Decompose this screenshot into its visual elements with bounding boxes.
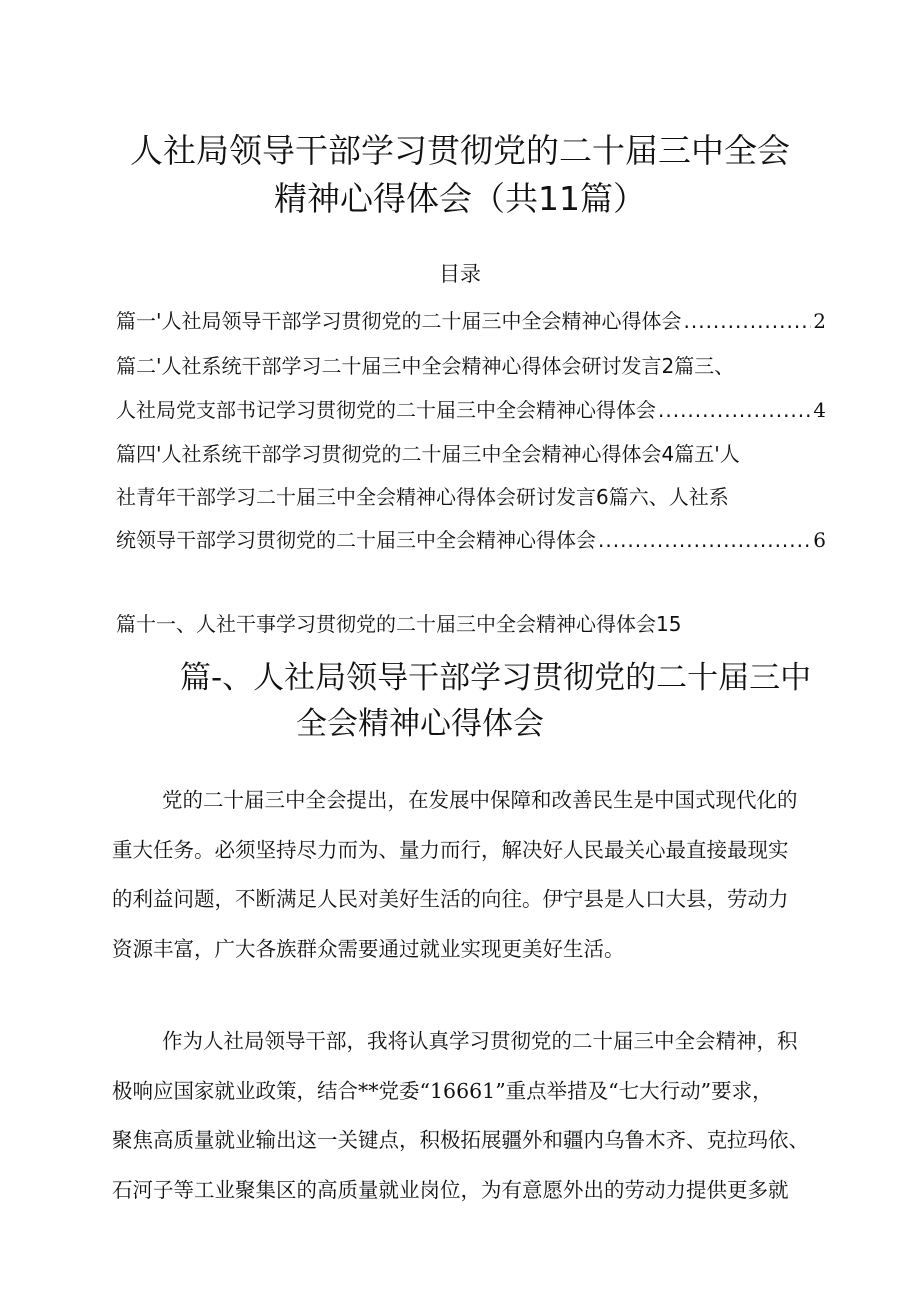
toc-leader-dots (658, 395, 811, 425)
toc-entry[interactable] (116, 609, 826, 639)
toc-entry[interactable] (116, 439, 826, 469)
paragraph-line: 极响应国家就业政策，结合**党委“16661”重点举措及“七大行动”要求， (112, 1078, 773, 1103)
toc-entry[interactable] (116, 395, 826, 425)
toc-entry[interactable] (116, 351, 826, 381)
paragraph-line: 作为人社局领导干部，我将认真学习贯彻党的二十届三中全会精神，积 (162, 1029, 798, 1053)
body-paragraph-1 (112, 776, 832, 974)
paragraph-line: 重大任务。必须坚持尽力而为、量力而行，解决好人民最关心最直接最现实 (112, 837, 789, 862)
section-title-line-1: 篇-、人社局领导干部学习贯彻党的二十届三中 (180, 660, 812, 696)
body-paragraph-2 (112, 1017, 832, 1215)
toc-entry[interactable] (116, 482, 826, 512)
toc-entry-text: 社青年干部学习二十届三中全会精神心得体会研讨发言6篇六、人社系 (116, 485, 729, 509)
paragraph-line: 聚焦高质量就业输出这一关键点，积极拓展疆外和疆内乌鲁木齐、克拉玛依、 (112, 1128, 809, 1153)
toc-page-number: 2 (813, 309, 826, 333)
toc-entry-text: 篇十一、人社干事学习贯彻党的二十届三中全会精神心得体会15 (116, 612, 682, 636)
toc-entry[interactable] (116, 525, 826, 555)
toc-entry-text: 统领导干部学习贯彻党的二十届三中全会精神心得体会 (116, 528, 596, 552)
toc-heading: 目录 (439, 262, 481, 286)
toc-page-number: 4 (813, 398, 826, 422)
toc-entry-text: 篇二'人社系统干部学习二十届三中全会精神心得体会研讨发言2篇三、 (116, 354, 735, 378)
paragraph-line: 党的二十届三中全会提出，在发展中保障和改善民生是中国式现代化的 (162, 788, 798, 812)
toc-entry-text: 篇一'人社局领导干部学习贯彻党的二十届三中全会精神心得体会 (116, 309, 682, 333)
paragraph-line: 石河子等工业聚集区的高质量就业岗位，为有意愿外出的劳动力提供更多就 (112, 1177, 789, 1202)
paragraph-line: 资源丰富，广大各族群众需要通过就业实现更美好生活。 (112, 936, 625, 961)
toc-entry-text: 篇四'人社系统干部学习贯彻党的二十届三中全会精神心得体会4篇五'人 (116, 442, 740, 466)
section-title-line-2: 全会精神心得体会 (296, 706, 544, 742)
toc-entry-text: 人社局党支部书记学习贯彻党的二十届三中全会精神心得体会 (116, 398, 656, 422)
toc-leader-dots (684, 306, 812, 336)
paragraph-line: 的利益问题，不断满足人民对美好生活的向往。伊宁县是人口大县，劳动力 (112, 887, 789, 912)
toc-leader-dots (598, 525, 811, 555)
document-title-line-1: 人社局领导干部学习贯彻党的二十届三中全会 (130, 131, 790, 170)
toc-page-number: 6 (813, 528, 826, 552)
document-title-line-2: 精神心得体会（共11篇） (274, 179, 646, 218)
toc-entry[interactable] (116, 306, 826, 336)
